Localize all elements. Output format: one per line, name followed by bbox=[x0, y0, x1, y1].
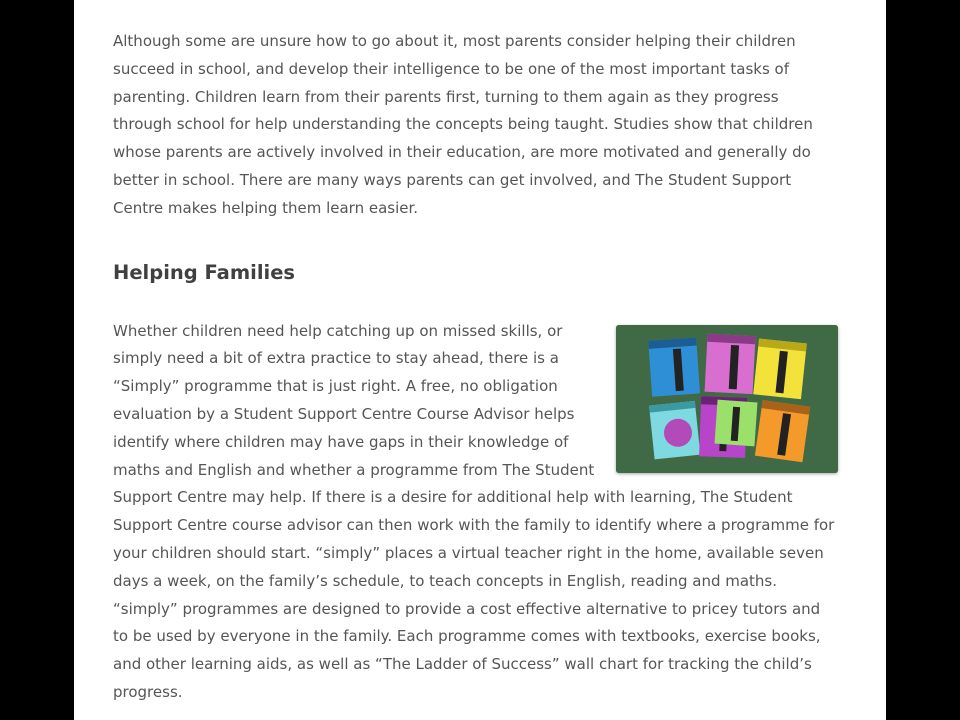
page bbox=[74, 0, 886, 720]
product-boxes-image bbox=[616, 325, 838, 473]
article bbox=[113, 28, 838, 707]
section-heading: Helping Families bbox=[113, 260, 296, 284]
intro-paragraph: Although some are unsure how to go about it, most parents consider helping their children succeed in school, and develop their intelligence to be one of the most important tasks of parenting. Children learn from their parents first, turning to them again as they progress through school for help understanding the concepts being taught. Studies show that children whose parents are actively involved in their education, are more motivated and generally do better in school. There are many ways parents can get involved, and The Student Support Centre makes helping them learn easier. bbox=[113, 32, 813, 217]
body-paragraph: Whether children need help catching up on missed skills, or simply need a bit of extra practice to stay ahead, there is a “Simply” programme that is just right. A free, no obligation evaluation by a Student Support Centre Course Advisor helps identify where children may have gaps in their knowledge of maths and English and whether a programme from The Student Support Centre may help. If there is a desire for additional help with learning, The Student Support Centre course advisor can then work with the family to identify where a programme for your children should start. “simply” places a virtual teacher right in the home, available seven days a week, on the family’s schedule, to teach concepts in English, reading and maths. “simply” programmes are designed to provide a cost effective alternative to pricey tutors and to be used by everyone in the family. Each programme comes with textbooks, exercise books, and other learning aids, as well as “The Ladder of Success” wall chart for tracking the child’s progress. bbox=[113, 321, 835, 701]
